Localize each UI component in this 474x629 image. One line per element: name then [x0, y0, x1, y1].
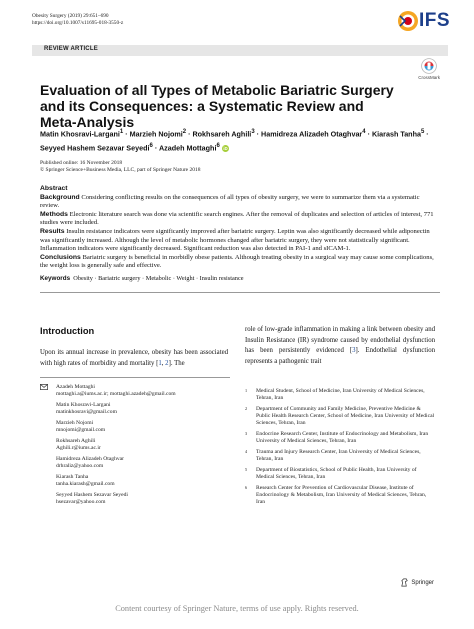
intro-right-column — [245, 325, 435, 367]
springer-logo-text: Springer — [411, 579, 434, 586]
abstract-subheading: Results — [40, 227, 65, 235]
affiliation-text: Medical Student, School of Medicine, Iran University of Medical Sciences, Tehran, Iran — [256, 388, 425, 401]
author-affil-sup: 1 — [119, 129, 124, 135]
svg-text:iD: iD — [223, 146, 228, 152]
intro-text: , — [161, 359, 166, 367]
author-affil-sup: 6 — [149, 143, 153, 150]
intro-text: Upon its annual increase in prevalence, obesity has been associated with high rates of morbidity and mortality [ — [40, 349, 228, 367]
copyright-line: © Springer Science+Business Media, LLC, part of Springer Nature 2018 — [40, 167, 201, 173]
contact-entry — [56, 438, 230, 452]
author-affil-sup: 3 — [251, 129, 255, 135]
author-name[interactable]: Matin Khosravi-Largani — [40, 129, 120, 139]
affiliation-text: Trauma and Injury Research Center, Iran University of Medical Sciences, Tehran, Iran — [256, 449, 421, 462]
contact-email[interactable]: Aghili.r@iums.ac.ir — [56, 445, 101, 451]
affiliation-number: 6 — [245, 485, 248, 490]
citation-link[interactable]: 1 — [158, 359, 162, 367]
author-name[interactable]: Marzieh Nojomi — [129, 129, 183, 139]
crossmark-icon — [421, 58, 437, 74]
springer-horse-icon — [400, 578, 409, 587]
affiliation-item — [245, 431, 435, 445]
publication-info — [40, 160, 200, 174]
ifso-emblem-icon — [397, 10, 419, 32]
article-title: Evaluation of all Types of Metabolic Bariatric Surgery and its Consequences: a Systematic Review and Meta-Analysis — [40, 82, 394, 130]
author-name[interactable]: Rokhsareh Aghili — [192, 129, 252, 139]
abstract-section — [40, 185, 440, 271]
keywords-list: Obesity · Bariatric surgery · Metabolic · Weight · Insulin resistance — [73, 275, 244, 282]
section-divider — [40, 292, 440, 293]
author-name[interactable]: Kiarash Tanha — [371, 129, 421, 139]
crossmark-label: CrossMark — [418, 75, 440, 80]
affiliation-list — [245, 388, 435, 510]
affiliation-item — [245, 485, 435, 506]
citation-link[interactable]: 2 — [165, 359, 169, 367]
affiliation-text: Endocrine Research Center, Institute of Endocrinology and Metabolism, Iran University of Medical Sciences, Tehran, Iran — [256, 431, 429, 444]
citation-link[interactable]: 3 — [352, 347, 356, 354]
abstract-text: Considering conflicting results on the consequences of all types of obesity surgery, we were to summarize them via a systematic review. — [40, 193, 420, 210]
contact-name: Hamidreza Alizadeh Otaghvar — [56, 456, 125, 462]
affiliation-item — [245, 467, 435, 481]
orcid-icon[interactable] — [222, 145, 229, 152]
contact-email[interactable]: drhraliz@yahoo.com — [56, 463, 104, 469]
introduction-heading: Introduction — [40, 326, 95, 336]
affiliation-number: 4 — [245, 449, 248, 454]
abstract-conclusions — [40, 254, 440, 271]
contact-email[interactable]: matinkhosravi@gmail.com — [56, 409, 117, 415]
author-affil-sup: 4 — [362, 129, 366, 135]
affiliation-text: Department of Community and Family Medicine, Preventive Medicine & Public Health Research Center, School of Medicine, Iran University of Medical Sciences, Tehran, Iran — [256, 406, 435, 426]
keywords-line — [40, 275, 440, 282]
author-name[interactable]: Seyyed Hashem Sezavar Seyedi — [40, 143, 150, 153]
affiliation-item — [245, 388, 435, 402]
affiliation-number: 5 — [245, 467, 248, 472]
author-list: Matin Khosravi-Largani$^1$ · Marzieh Nojomi$^2$ · Rokhsareh Aghili$^3$ · Hamidreza Alizadeh Otaghvar$^4$ · Kiarash Tanha$^5$ · Seyyed Hashem Sezavar Seyedi$^6$ · Azadeh Mottaghi$^6$ iD — [40, 129, 429, 153]
intro-left-column — [40, 348, 228, 369]
published-date: Published online: 16 November 2018 — [40, 160, 123, 166]
author-affil-sup: 5 — [420, 129, 425, 135]
author-affil-sup: 2 — [182, 129, 187, 135]
abstract-subheading: Conclusions — [40, 253, 81, 261]
contact-email[interactable]: tanha.kiarash@gmail.com — [56, 481, 115, 487]
contact-email[interactable]: hsezavar@yahoo.com — [56, 499, 106, 505]
abstract-text: Bariatric surgery is beneficial in morbidly obese patients. Although treating obesity in a surgical way may cause some complications, the weight loss is generally safe and effective. — [40, 253, 434, 270]
contact-entry — [56, 474, 230, 488]
contact-name: Kiarash Tanha — [56, 474, 89, 480]
ifso-logo-text: IFS — [418, 10, 450, 31]
contact-entry — [56, 492, 230, 506]
abstract-results — [40, 228, 440, 254]
affiliation-text: Department of Biostatistics, School of Public Health, Iran University of Medical Sciences, Tehran, Iran — [256, 467, 417, 480]
contact-name: Seyyed Hashem Sezavar Seyedi — [56, 492, 128, 498]
footer-notice: Content courtesy of Springer Nature, terms of use apply. Rights reserved. — [115, 604, 359, 613]
author-name[interactable]: Azadeh Mottaghi — [158, 143, 217, 153]
author-affil-sup: 6 — [216, 143, 220, 150]
abstract-subheading: Background — [40, 193, 80, 201]
contact-entry — [56, 456, 230, 470]
affiliation-number: 1 — [245, 388, 248, 393]
crossmark-badge[interactable] — [418, 58, 440, 80]
affiliation-text: Research Center for Prevention of Cardiovascular Disease, Institute of Endocrinology & Metabolism, Iran University of Medical Sciences, Tehran, Iran — [256, 485, 427, 505]
abstract-subheading: Methods — [40, 210, 68, 218]
intro-text: ]. The — [168, 359, 185, 367]
abstract-background — [40, 194, 440, 211]
author-name[interactable]: Hamidreza Alizadeh Otaghvar — [261, 129, 363, 139]
contact-name: Marzieh Nojomi — [56, 420, 94, 426]
affiliation-item — [245, 449, 435, 463]
contact-entry — [56, 384, 230, 398]
contact-email[interactable]: mottaghi.a@iums.ac.ir; mottaghi.azadeh@gmail.com — [56, 391, 176, 397]
contact-email[interactable]: mnojomi@gmail.com — [56, 427, 106, 433]
affiliation-number: 3 — [245, 431, 248, 436]
contact-name: Azadeh Mottaghi — [56, 384, 95, 390]
doi-link[interactable]: https://doi.org/10.1007/s11695-018-3550-z — [32, 20, 124, 26]
abstract-methods — [40, 211, 440, 228]
abstract-text: Electronic literature search was done via scientific search engines. After the removal of duplicates and selection of articles of interest, 771 studies were included. — [40, 210, 434, 227]
intro-text: role of low-grade inflammation in making a link between obesity and Insulin Resistance (IR) syndrome caused by endothelial dysfunction has been persistently evidenced [ — [245, 326, 435, 354]
contact-name: Matin Khosravi-Largani — [56, 402, 111, 408]
contact-entry — [56, 402, 230, 416]
journal-info — [32, 13, 123, 27]
abstract-heading: Abstract — [40, 185, 68, 192]
envelope-icon — [40, 384, 48, 390]
contact-entry — [56, 420, 230, 434]
springer-logo — [400, 578, 434, 587]
correspondence-list — [40, 384, 230, 510]
abstract-text: Insulin resistance indicators were significantly improved after bariatric surgery. Leptin was also significantly decreased while adiponectin was significantly increased. Although the level of metabolic hormones changed after bariatric surgery, they were not statistically significant. Inflammation indicators were significantly decreased. Significant reduction was also detected in PAI-1 and sICAM-1. — [40, 227, 430, 253]
journal-citation: Obesity Surgery (2019) 29:651–690 — [32, 13, 109, 19]
keywords-heading: Keywords — [40, 275, 71, 282]
footnote-divider — [40, 377, 230, 378]
article-type-label: REVIEW ARTICLE — [44, 46, 98, 52]
ifso-logo — [397, 10, 450, 32]
intro-text: ]. Endothelial dysfunction represents a pathogenic trait — [245, 347, 435, 365]
affiliation-item — [245, 406, 435, 427]
contact-name: Rokhsareh Aghili — [56, 438, 96, 444]
affiliation-number: 2 — [245, 406, 248, 411]
